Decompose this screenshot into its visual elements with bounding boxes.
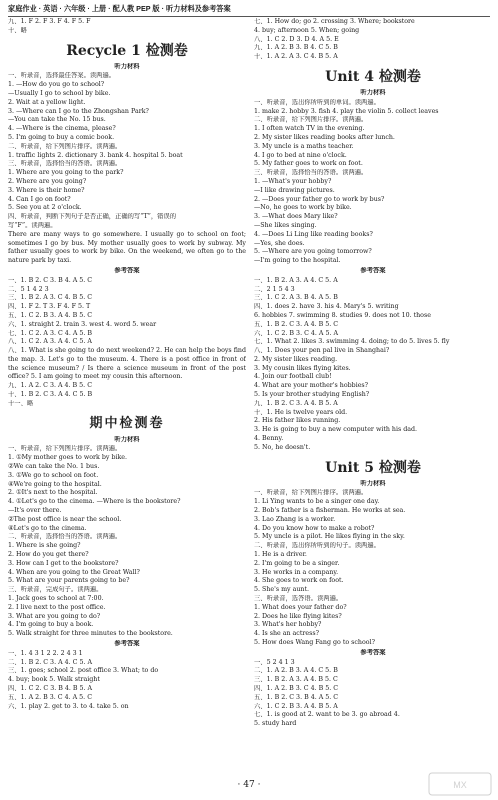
text-line: 2. I'm going to be a singer. <box>254 559 340 567</box>
paragraph: 八、1. What is she going to do next weekend? 2. He can help the boys find the map. 3. Let's go to the museum. 4. There is a post office in front of the science museum? / Is there a science museum in front of the post office? 5. I am going to meet my cousin this afternoon. <box>8 347 246 381</box>
text-line: 一、听录音，选择最佳答案。读两遍。 <box>8 72 116 80</box>
text-line: 4. Do you know how to make a robot? <box>254 524 375 532</box>
subsection-heading: 参考答案 <box>360 648 386 656</box>
text-line: ④Let's go to the cinema. <box>8 524 87 532</box>
text-line: 十、1. He is twelve years old. <box>254 408 348 416</box>
text-line: 一、1. 4 3 1 2 2. 2 4 3 1 <box>8 649 83 657</box>
watermark-logo-icon <box>428 772 492 796</box>
subsection-heading: 听力材料 <box>114 62 140 70</box>
text-line: 二、5 1 4 2 3 <box>8 285 49 293</box>
right-column <box>254 18 492 729</box>
text-line: 十、1. A 2. A 3. C 4. B 5. A <box>254 53 338 61</box>
left-column <box>8 18 246 711</box>
text-line: 1. ①My mother goes to work by bike. <box>8 454 128 462</box>
text-line: 3. What's her hobby? <box>254 621 322 629</box>
text-line: 六、1. straight 2. train 3. west 4. word 5. wear <box>8 320 157 328</box>
text-line: 七、1. is good at 2. want to be 3. go abroad 4. <box>254 711 400 719</box>
text-line: 十、略 <box>8 26 27 34</box>
text-line: 2. Where are you going? <box>8 177 87 185</box>
text-line: 三、1. C 2. A 3. B 4. A 5. B <box>254 294 338 302</box>
text-line: 3. My uncle is a maths teacher. <box>254 142 354 150</box>
text-line: 1. Li Ying wants to be a singer one day. <box>254 498 380 506</box>
text-line: 九、1. F 2. F 3. F 4. F 5. F <box>8 18 91 25</box>
text-line: 3. —What does Mary like? <box>254 213 338 221</box>
text-line: 5. She's my aunt. <box>254 586 309 594</box>
text-line: 5. Walk straight for three minutes to the bookstore. <box>8 630 173 638</box>
page-header: 家庭作业 · 英语 · 六年级 · 上册 · 配人教 PEP 版 · 听力材料及参考答案 <box>8 4 490 17</box>
text-line: 三、听录音，选择恰当的答语。读两遍。 <box>254 169 368 177</box>
text-line: 二、听录音，选出你所听到的句子。读两遍。 <box>254 542 380 550</box>
text-line: 1. Where is she going? <box>8 542 81 550</box>
subsection-heading: 参考答案 <box>114 266 140 274</box>
section-title: Unit 4 检测卷 <box>325 68 421 85</box>
text-line: 1. What does your father do? <box>254 603 347 611</box>
text-line: 1. traffic lights 2. dictionary 3. bank 4. hospital 5. boat <box>8 151 183 159</box>
section-title: 期中检测卷 <box>89 415 165 431</box>
text-line: —I'm going to the hospital. <box>254 257 341 265</box>
text-line: 1. Jack goes to school at 7:00. <box>8 595 104 603</box>
text-line: 三、1. B 2. A 3. A 4. B 5. C <box>254 676 338 684</box>
text-line: 六、1. C 2. B 3. A 4. B 5. A <box>254 702 338 710</box>
text-line: 3. He is going to buy a new computer with his dad. <box>254 426 418 434</box>
text-line: 1. Where are you going to the park? <box>8 169 124 177</box>
text-line: ②The post office is near the school. <box>8 515 122 523</box>
text-line: 3. He works in a company. <box>254 568 339 576</box>
text-line: 十、1. B 2. C 3. A 4. C 5. B <box>8 391 93 399</box>
text-line: ②We can take the No. 1 bus. <box>8 463 100 471</box>
subsection-heading: 听力材料 <box>114 435 140 443</box>
text-line: 二、听录音，给下列图片排序。读两遍。 <box>254 116 368 124</box>
section-title: Recycle 1 检测卷 <box>66 42 188 59</box>
text-line: 2. My sister likes reading books after lunch. <box>254 133 395 141</box>
text-line: 3. Lao Zhang is a worker. <box>254 515 336 523</box>
text-line: 2. How do you get there? <box>8 551 89 559</box>
text-line: 5. No, he doesn't. <box>254 443 311 451</box>
subsection-heading: 听力材料 <box>360 88 386 96</box>
text-line: 2. Wait at a yellow light. <box>8 98 86 106</box>
text-line: 七、1. How do; go 2. crossing 3. Where; bookstore <box>254 18 415 25</box>
text-line: 2. My sister likes reading. <box>254 355 338 363</box>
text-line: 2. Does he like flying kites? <box>254 612 342 620</box>
text-line: 九、1. A 2. B 3. B 4. C 5. B <box>254 44 338 52</box>
text-line: 4. ①Let's go to the cinema. —Where is the bookstore? <box>8 498 181 506</box>
text-line: —It's over there. <box>8 507 62 515</box>
text-line: 2. His father likes running. <box>254 417 341 425</box>
page-number: · 47 · <box>237 780 261 790</box>
text-line: 一、听录音，给下列图片排序。读两遍。 <box>8 445 122 453</box>
subsection-heading: 参考答案 <box>360 266 386 274</box>
text-line: 一、1. B 2. A 3. A 4. C 5. A <box>254 276 338 284</box>
text-line: 二、1. B 2. C 3. A 4. C 5. A <box>8 658 93 666</box>
svg-text:MX: MX <box>453 780 467 790</box>
text-line: 五、1. A 2. B 3. C 4. A 5. C <box>8 693 93 701</box>
text-line: 二、1. A 2. B 3. A 4. C 5. B <box>254 667 338 675</box>
text-line: 四、1. does 2. have 3. his 4. Mary's 5. writing <box>254 303 399 311</box>
text-line: 五、1. C 2. B 3. A 4. B 5. C <box>8 311 93 319</box>
text-line: 4. buy; afternoon 5. When; going <box>254 26 360 34</box>
text-line: 4. Can I go on foot? <box>8 195 71 203</box>
text-line: 三、1. goes; school 2. post office 3. What; to do <box>8 667 159 675</box>
text-line: —Yes, she does. <box>254 239 305 247</box>
text-line: 3. My cousin likes flying kites. <box>254 364 351 372</box>
text-line: 2. ①It's next to the hospital. <box>8 489 98 497</box>
text-line: 4. When are you going to the Great Wall? <box>8 568 140 576</box>
text-line: 1. I often watch TV in the evening. <box>254 125 365 133</box>
text-line: 3. ①We go to school on foot. <box>8 471 99 479</box>
text-line: —I like drawing pictures. <box>254 186 335 194</box>
text-line: 4. —Where is the cinema, please? <box>8 125 116 133</box>
text-line: —You can take the No. 15 bus. <box>8 116 106 124</box>
text-line: 二、2 1 5 4 3 <box>254 285 295 293</box>
text-line: 3. What are you going to do? <box>8 612 101 620</box>
text-line: —Usually I go to school by bike. <box>8 89 111 97</box>
text-line: 三、听录音，选择恰当的答语。读两遍。 <box>8 160 122 168</box>
text-line: 四、听录音，判断下列句子是否正确，正确的写“T”，错误的 <box>8 213 177 221</box>
text-line: 写“F”。读两遍。 <box>8 221 57 229</box>
text-line: 三、1. B 2. A 3. C 4. B 5. C <box>8 294 93 302</box>
text-line: 八、1. C 2. D 3. D 4. A 5. E <box>254 35 339 43</box>
text-line: 3. —Where can I go to the Zhongshan Park? <box>8 107 149 115</box>
subsection-heading: 参考答案 <box>114 640 140 647</box>
text-line: 三、听录音，选答语。读两遍。 <box>254 595 343 603</box>
text-line: 4. She goes to work on foot. <box>254 577 344 585</box>
text-line: 十一、略 <box>8 399 34 407</box>
text-line: 5. study hard <box>254 720 297 728</box>
text-line: 5. —Where are you going tomorrow? <box>254 248 372 256</box>
text-line: 1. —How do you go to school? <box>8 81 105 89</box>
text-line: 2. —Does your father go to work by bus? <box>254 195 385 203</box>
text-line: 九、1. B 2. C 3. A 4. B 5. A <box>254 399 338 407</box>
text-line: 三、听录音，完成句子。读两遍。 <box>8 586 103 594</box>
text-line: 七、1. What 2. likes 3. swimming 4. doing; to do 5. lives 5. fly <box>254 338 450 346</box>
text-line: 1. —What's your hobby? <box>254 177 332 185</box>
text-line: 一、听录音，选出你所听到的单词。读两遍。 <box>254 98 380 106</box>
section-title: Unit 5 检测卷 <box>325 459 421 476</box>
text-line: 五、1. B 2. C 3. A 4. B 5. C <box>254 320 339 328</box>
text-line: 2. Bob's father is a fisherman. He works at sea. <box>254 507 406 515</box>
text-line: 4. Join our football club! <box>254 373 332 381</box>
text-line: 5. My father goes to work on foot. <box>254 160 363 168</box>
text-line: 5. See you at 2 o'clock. <box>8 204 82 212</box>
text-line: 5. My uncle is a pilot. He likes flying in the sky. <box>254 533 405 541</box>
text-line: 5. How does Wang Fang go to school? <box>254 639 375 646</box>
text-line: 4. buy; book 5. Walk straight <box>8 676 100 684</box>
text-line: 六、1. C 2. B 3. C 4. A 5. A <box>254 329 339 337</box>
text-line: 二、听录音，给下列图片排序。读两遍。 <box>8 142 122 150</box>
text-line: 四、1. A 2. B 3. C 4. B 5. C <box>254 684 339 692</box>
text-line: 6. hobbies 7. swimming 8. studies 9. does not 10. those <box>254 311 431 319</box>
text-line: 5. I'm going to buy a comic book. <box>8 133 115 141</box>
text-line: 四、1. F 2. T 3. F 4. F 5. T <box>8 303 91 311</box>
text-line: 4. Benny. <box>254 435 284 443</box>
text-line: 4. What are your mother's hobbies? <box>254 382 369 390</box>
text-line: 3. How can I get to the bookstore? <box>8 559 119 567</box>
text-line: —She likes singing. <box>254 221 317 229</box>
text-line: 4. I go to bed at nine o'clock. <box>254 151 347 159</box>
text-line: 1. make 2. hobby 3. fish 4. play the violin 5. collect leaves <box>254 107 439 115</box>
text-line: 一、听录音，给下列图片排序。读两遍。 <box>254 489 368 497</box>
text-line: 5. What are your parents going to be? <box>8 577 130 585</box>
text-line: —No, he goes to work by bike. <box>254 204 352 212</box>
text-line: 八、1. Does your pen pal live in Shanghai? <box>254 347 390 355</box>
text-line: 六、1. play 2. get to 3. to 4. take 5. on <box>8 702 129 710</box>
paragraph: There are many ways to go somewhere. I usually go to school on foot; sometimes I go by bus. My mother usually goes to work by subway. My father usually goes to work by bike. On the weekend, we often go to the nature park by taxi. <box>8 230 246 265</box>
text-line: 3. Where is their home? <box>8 186 85 194</box>
text-line: ④We're going to the hospital. <box>8 480 102 488</box>
text-line: 4. Is she an actress? <box>254 630 319 638</box>
text-line: 七、1. C 2. A 3. C 4. A 5. B <box>8 329 93 337</box>
text-line: 一、5 2 4 1 3 <box>254 658 295 666</box>
text-line: 二、听录音，选择恰当的答语。读两遍。 <box>8 533 122 541</box>
text-line: 九、1. A 2. C 3. A 4. B 5. C <box>8 382 93 390</box>
text-line: 五、1. B 2. C 3. B 4. A 5. C <box>254 693 339 701</box>
subsection-heading: 听力材料 <box>360 479 386 487</box>
text-line: 一、1. B 2. C 3. B 4. A 5. C <box>8 276 93 284</box>
text-line: 4. —Does Li Ling like reading books? <box>254 230 373 238</box>
text-line: 4. I'm going to buy a book. <box>8 621 94 629</box>
text-line: 四、1. C 2. C 3. B 4. B 5. A <box>8 684 93 692</box>
text-line: 2. I live next to the post office. <box>8 603 106 611</box>
text-line: 5. Is your brother studying English? <box>254 391 370 399</box>
text-line: 1. He is a driver. <box>254 551 307 559</box>
text-line: 八、1. C 2. A 3. A 4. C 5. A <box>8 338 92 346</box>
